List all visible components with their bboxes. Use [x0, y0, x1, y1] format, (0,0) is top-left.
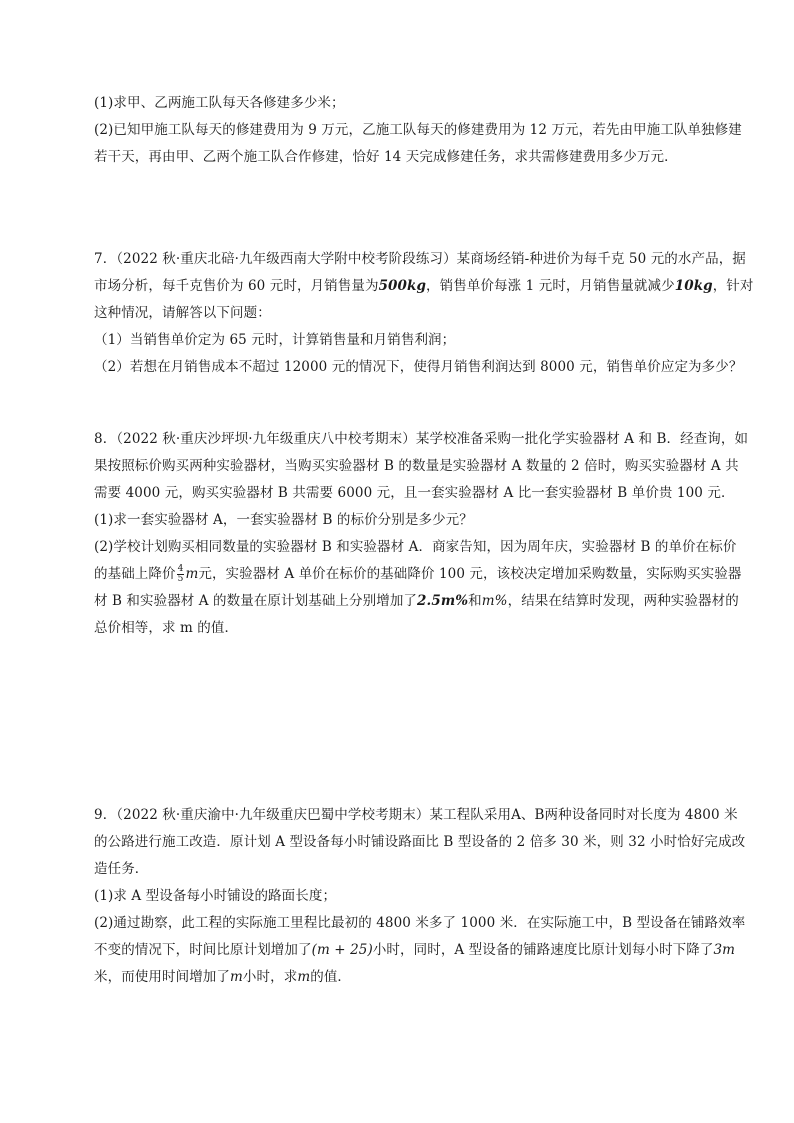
fraction-denominator: 5 [177, 574, 184, 584]
q9-math-3m: 3m [713, 942, 736, 958]
q9-part2-line2-text-b: 小时，同时，A 型设备的铺路速度比原计划每小时下降了 [372, 942, 714, 958]
q8-part2-line1: (2)学校计划购买相同数量的实验器材 B 和实验器材 A．商家告知，因为周年庆，实验器材 B 的单价在标价 [94, 539, 737, 555]
q7-part1: （1）当销售单价定为 65 元时，计算销售量和月销售利润； [94, 332, 456, 348]
q9-line2: 的公路进行施工改造．原计划 A 型设备每小时铺设路面比 B 型设备的 2 倍多 30 米，则 32 小时恰好完成改 [94, 834, 746, 850]
q7-line2 [94, 273, 754, 300]
q7-line2-text-a: 市场分析，每千克售价为 60 元时，月销售量为 [94, 278, 379, 294]
q7-math-500kg: 500kg [378, 278, 427, 294]
q8-part2-line3-text-b: ，结果在结算时发现，两种实验器材的 [507, 593, 739, 609]
q9-part2-line2 [94, 937, 734, 964]
q8-math-m-percent: m% [481, 593, 508, 609]
q6-part1: (1)求甲、乙两施工队每天各修建多少米； [94, 95, 345, 111]
q9-part2-line3-text-c: 的值． [310, 969, 352, 985]
q9-math-m-plus-25: (m + 25) [311, 942, 373, 958]
q9-math-m-2: m [297, 969, 311, 985]
q6-part2-line2: 若干天，再由甲、乙两个施工队合作修建，恰好 14 天完成修建任务，求共需修建费用多少万元． [94, 149, 678, 165]
q8-math-2-5m-percent: 2.5m% [417, 593, 469, 609]
q7-part2: （2）若想在月销售成本不超过 12000 元的情况下，使得月销售利润达到 8000 元，销售单价应定为多少？ [94, 359, 743, 375]
question-6-parts [94, 90, 742, 171]
q8-line2: 果按照标价购买两种实验器材，当购买实验器材 B 的数量是实验器材 A 数量的 2 倍时，购买实验器材 A 共 [94, 458, 739, 474]
q8-part2-line4: 总价相等，求 m 的值． [94, 620, 239, 636]
q9-part2-line3-text-a: 米，而使用时间增加了 [94, 969, 230, 985]
q9-line1: 9．（2022 秋·重庆渝中·九年级重庆巴蜀中学校考期末）某工程队采用A、B两种设备同时对长度为 4800 米 [94, 807, 738, 823]
fraction-numerator: 4 [177, 564, 184, 574]
q7-line3: 这种情况，请解答以下问题： [94, 305, 271, 321]
q8-part2-line2 [94, 561, 742, 588]
q8-part2-line2-text-b: 元，实验器材 A 单价在标价的基础降价 100 元，该校决定增加采购数量，实际购买实验器 [198, 566, 742, 582]
q8-line1: 8．（2022 秋·重庆沙坪坝·九年级重庆八中校考期末）某学校准备采购一批化学实验器材 A 和 B．经查询，如 [94, 431, 749, 447]
q9-part2-line1: (2)通过勘察，此工程的实际施工里程比最初的 4800 米多了 1000 米．在实际施工中，B 型设备在铺路效率 [94, 915, 746, 931]
q7-math-10kg: 10kg [674, 278, 713, 294]
q8-part2-line2-text-a: 的基础上降价 [94, 566, 176, 582]
q7-line2-text-c: ，针对 [712, 278, 754, 294]
q9-math-m: m [230, 969, 243, 985]
q9-part2-line3 [94, 964, 734, 991]
q8-line3: 需要 4000 元，购买实验器材 B 共需要 6000 元，且一套实验器材 A 比一套实验器材 B 单价贵 100 元． [94, 485, 735, 501]
q8-part2-line3-and: 和 [468, 593, 482, 609]
q9-part1: (1)求 A 型设备每小时铺设的路面长度； [94, 888, 337, 904]
q9-part2-line3-text-b: 小时，求 [242, 969, 298, 985]
q9-part2-line2-text-a: 不变的情况下，时间比原计划增加了 [94, 942, 312, 958]
q8-part2-line3-text-a: 材 B 和实验器材 A 的数量在原计划基础上分别增加了 [94, 593, 418, 609]
q8-math-m: m [185, 566, 199, 582]
question-9 [94, 802, 746, 991]
q9-line3: 造任务． [94, 861, 149, 877]
question-8 [94, 426, 749, 642]
fraction-four-fifths [177, 565, 185, 584]
question-7 [94, 246, 754, 381]
q7-line1: 7．（2022 秋·重庆北碚·九年级西南大学附中校考阶段练习）某商场经销-种进价为每千克 50 元的水产品，据 [94, 251, 746, 267]
q8-part2-line3 [94, 588, 739, 615]
q8-part1: (1)求一套实验器材 A，一套实验器材 B 的标价分别是多少元？ [94, 512, 473, 528]
q7-line2-text-b: ，销售单价每涨 1 元时，月销售量就减少 [426, 278, 675, 294]
q6-part2-line1: (2)已知甲施工队每天的修建费用为 9 万元，乙施工队每天的修建费用为 12 万元，若先由甲施工队单独修建 [94, 122, 742, 138]
